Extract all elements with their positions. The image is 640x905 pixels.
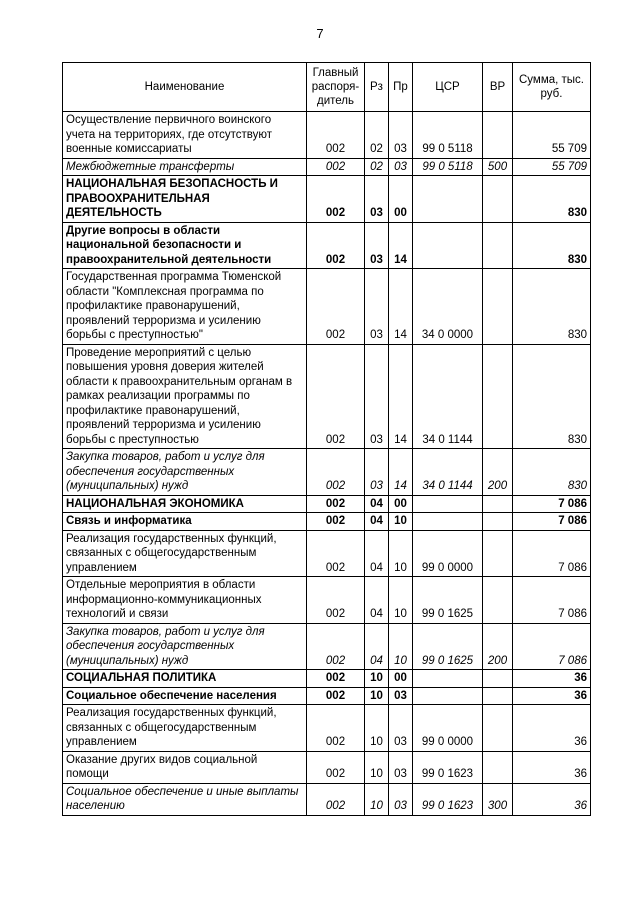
table-row <box>63 670 591 688</box>
cell-glav: 002 <box>307 623 365 670</box>
table-row <box>63 751 591 783</box>
cell-rz: 03 <box>365 176 389 223</box>
cell-name: Социальное обеспечение и иные выплаты населению <box>63 783 307 815</box>
cell-rz: 10 <box>365 705 389 752</box>
table-row <box>63 158 591 176</box>
header-glav: Главный распоря-дитель <box>307 63 365 112</box>
cell-sum: 830 <box>513 222 591 269</box>
cell-csr: 99 0 1625 <box>413 577 483 624</box>
table-row <box>63 495 591 513</box>
table-row <box>63 344 591 449</box>
cell-rz: 10 <box>365 687 389 705</box>
cell-glav: 002 <box>307 176 365 223</box>
cell-csr: 99 0 1623 <box>413 783 483 815</box>
cell-csr: 99 0 0000 <box>413 530 483 577</box>
cell-glav: 002 <box>307 783 365 815</box>
table-row <box>63 623 591 670</box>
cell-pr: 14 <box>389 269 413 345</box>
cell-name: Социальное обеспечение населения <box>63 687 307 705</box>
cell-glav: 002 <box>307 344 365 449</box>
cell-vr: 200 <box>483 623 513 670</box>
cell-rz: 03 <box>365 269 389 345</box>
cell-glav: 002 <box>307 577 365 624</box>
cell-rz: 04 <box>365 623 389 670</box>
cell-vr <box>483 176 513 223</box>
cell-glav: 002 <box>307 112 365 159</box>
cell-name: Закупка товаров, работ и услуг для обеспечения государственных (муниципальных) нужд <box>63 449 307 496</box>
cell-glav: 002 <box>307 687 365 705</box>
table-row <box>63 222 591 269</box>
cell-csr: 34 0 1144 <box>413 449 483 496</box>
cell-sum: 36 <box>513 687 591 705</box>
cell-csr: 34 0 0000 <box>413 269 483 345</box>
cell-rz: 04 <box>365 513 389 531</box>
cell-vr <box>483 269 513 345</box>
cell-vr <box>483 222 513 269</box>
budget-table <box>62 62 591 816</box>
cell-csr: 34 0 1144 <box>413 344 483 449</box>
cell-glav: 002 <box>307 705 365 752</box>
cell-vr <box>483 513 513 531</box>
cell-csr: 99 0 1623 <box>413 751 483 783</box>
cell-vr <box>483 112 513 159</box>
cell-pr: 03 <box>389 112 413 159</box>
cell-rz: 03 <box>365 222 389 269</box>
cell-name: Другие вопросы в области национальной безопасности и правоохранительной деятельности <box>63 222 307 269</box>
header-name: Наименование <box>63 63 307 112</box>
cell-csr: 99 0 1625 <box>413 623 483 670</box>
cell-pr: 14 <box>389 449 413 496</box>
cell-csr <box>413 687 483 705</box>
cell-glav: 002 <box>307 670 365 688</box>
cell-csr <box>413 495 483 513</box>
table-row <box>63 449 591 496</box>
cell-rz: 10 <box>365 670 389 688</box>
cell-name: Реализация государственных функций, связанных с общегосударственным управлением <box>63 530 307 577</box>
header-sum: Сумма, тыс. руб. <box>513 63 591 112</box>
cell-rz: 04 <box>365 530 389 577</box>
cell-vr <box>483 530 513 577</box>
cell-name: Закупка товаров, работ и услуг для обеспечения государственных (муниципальных) нужд <box>63 623 307 670</box>
cell-vr <box>483 687 513 705</box>
cell-sum: 55 709 <box>513 158 591 176</box>
cell-vr <box>483 577 513 624</box>
cell-name: НАЦИОНАЛЬНАЯ ЭКОНОМИКА <box>63 495 307 513</box>
table-row <box>63 269 591 345</box>
cell-vr <box>483 705 513 752</box>
cell-sum: 36 <box>513 670 591 688</box>
cell-pr: 00 <box>389 176 413 223</box>
cell-csr <box>413 222 483 269</box>
cell-vr <box>483 495 513 513</box>
cell-name: СОЦИАЛЬНАЯ ПОЛИТИКА <box>63 670 307 688</box>
cell-vr <box>483 751 513 783</box>
cell-csr <box>413 176 483 223</box>
cell-pr: 10 <box>389 623 413 670</box>
table-row <box>63 687 591 705</box>
table-body <box>63 112 591 816</box>
cell-sum: 36 <box>513 751 591 783</box>
cell-name: Связь и информатика <box>63 513 307 531</box>
cell-csr <box>413 670 483 688</box>
cell-pr: 10 <box>389 513 413 531</box>
table-row <box>63 577 591 624</box>
cell-sum: 7 086 <box>513 513 591 531</box>
header-csr: ЦСР <box>413 63 483 112</box>
cell-sum: 36 <box>513 705 591 752</box>
header-pr: Пр <box>389 63 413 112</box>
cell-sum: 830 <box>513 344 591 449</box>
cell-csr: 99 0 0000 <box>413 705 483 752</box>
cell-sum: 7 086 <box>513 530 591 577</box>
table-row <box>63 783 591 815</box>
header-row <box>63 63 591 112</box>
cell-glav: 002 <box>307 751 365 783</box>
cell-vr: 300 <box>483 783 513 815</box>
cell-sum: 7 086 <box>513 623 591 670</box>
cell-glav: 002 <box>307 222 365 269</box>
cell-rz: 02 <box>365 112 389 159</box>
cell-rz: 03 <box>365 344 389 449</box>
header-vr: ВР <box>483 63 513 112</box>
cell-pr: 03 <box>389 751 413 783</box>
cell-name: Межбюджетные трансферты <box>63 158 307 176</box>
cell-vr: 200 <box>483 449 513 496</box>
header-rz: Рз <box>365 63 389 112</box>
cell-rz: 02 <box>365 158 389 176</box>
cell-pr: 03 <box>389 687 413 705</box>
cell-name: Реализация государственных функций, связанных с общегосударственным управлением <box>63 705 307 752</box>
cell-vr: 500 <box>483 158 513 176</box>
cell-name: Осуществление первичного воинского учета на территориях, где отсутствуют военные комиссариаты <box>63 112 307 159</box>
cell-rz: 10 <box>365 783 389 815</box>
cell-sum: 7 086 <box>513 495 591 513</box>
cell-vr <box>483 670 513 688</box>
table-row <box>63 112 591 159</box>
cell-sum: 55 709 <box>513 112 591 159</box>
cell-name: Отдельные мероприятия в области информационно-коммуникационных технологий и связи <box>63 577 307 624</box>
cell-pr: 10 <box>389 577 413 624</box>
cell-name: НАЦИОНАЛЬНАЯ БЕЗОПАСНОСТЬ И ПРАВООХРАНИТЕЛЬНАЯ ДЕЯТЕЛЬНОСТЬ <box>63 176 307 223</box>
cell-sum: 830 <box>513 269 591 345</box>
cell-pr: 03 <box>389 783 413 815</box>
cell-rz: 10 <box>365 751 389 783</box>
cell-pr: 14 <box>389 222 413 269</box>
cell-sum: 7 086 <box>513 577 591 624</box>
cell-csr: 99 0 5118 <box>413 158 483 176</box>
cell-rz: 03 <box>365 449 389 496</box>
cell-pr: 14 <box>389 344 413 449</box>
cell-csr: 99 0 5118 <box>413 112 483 159</box>
table-row <box>63 513 591 531</box>
cell-pr: 00 <box>389 495 413 513</box>
cell-glav: 002 <box>307 530 365 577</box>
cell-pr: 10 <box>389 530 413 577</box>
cell-pr: 00 <box>389 670 413 688</box>
cell-glav: 002 <box>307 269 365 345</box>
table-row <box>63 530 591 577</box>
cell-glav: 002 <box>307 158 365 176</box>
cell-sum: 830 <box>513 449 591 496</box>
table-row <box>63 176 591 223</box>
cell-glav: 002 <box>307 449 365 496</box>
cell-name: Государственная программа Тюменской области "Комплексная программа по профилактике правонарушений, проявлений терроризма и усилению борьбы с преступностью" <box>63 269 307 345</box>
cell-glav: 002 <box>307 513 365 531</box>
cell-pr: 03 <box>389 158 413 176</box>
cell-csr <box>413 513 483 531</box>
cell-vr <box>483 344 513 449</box>
table-row <box>63 705 591 752</box>
cell-pr: 03 <box>389 705 413 752</box>
cell-name: Оказание других видов социальной помощи <box>63 751 307 783</box>
cell-rz: 04 <box>365 495 389 513</box>
cell-name: Проведение мероприятий с целью повышения уровня доверия жителей области к правоохранительным органам в рамках реализации программы по профилактике правонарушений, проявлений терроризма и усилению борьбы с преступностью <box>63 344 307 449</box>
cell-sum: 36 <box>513 783 591 815</box>
page-number: 7 <box>316 26 324 41</box>
cell-sum: 830 <box>513 176 591 223</box>
cell-rz: 04 <box>365 577 389 624</box>
cell-glav: 002 <box>307 495 365 513</box>
